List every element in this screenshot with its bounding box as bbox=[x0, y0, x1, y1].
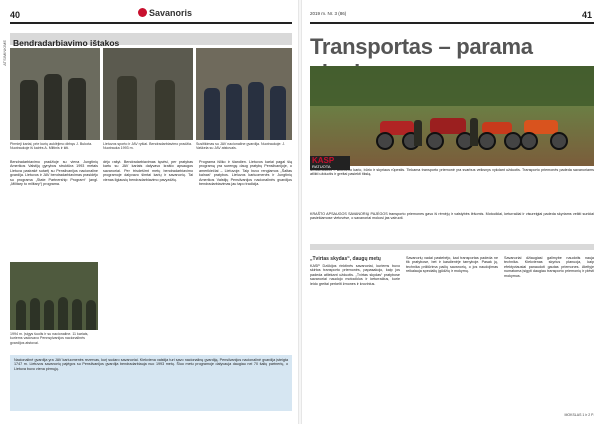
separator-strip bbox=[310, 244, 594, 250]
left-column-3: Programa išliko ir šiandien. Lietuvos kariai pagal šią programą yra surengę daug pratybų Pensilvanijoje, o amerikiečiai – Lietuvoje. Taip buvo rengiamos „Šaltas kalnas“ pratybos. Lietuvos kariuomenės ir Jungtinių Amerikos Valstijų Pensilvanijos nacionalinės gvardijos bendradarbiavimas jau tapo tradicija. bbox=[199, 160, 292, 187]
header-rule-right bbox=[310, 22, 594, 24]
header-rule bbox=[10, 22, 292, 24]
magazine-name: Savanoris bbox=[149, 8, 193, 18]
kasp-badge-bottom: RATUOTA bbox=[312, 164, 331, 169]
photo-troops-field bbox=[10, 262, 98, 330]
caption-photo3: Susitikimas su JAV nacionaline gvardija. Nuotraukoje: J. Vaškela su JAV atstovais. bbox=[196, 142, 286, 151]
section-title-bar bbox=[10, 33, 292, 48]
issue-label: 2019 m. Nr. 3 (86) bbox=[310, 11, 347, 16]
right-column-3: Savanoriai džiaugiasi galimybe naudotis nauja technika. Kiekvienas skyrius planuoja, kaip efektyviausiai panaudoti gautas priemones. Ateityje numatoma įsigyti daugiau transporto priemonių ir plėsti mokymus. bbox=[504, 256, 594, 278]
photo-officers bbox=[103, 48, 193, 140]
right-page bbox=[302, 0, 600, 424]
lead-paragraph-2: KRAŠTO APSAUGOS SAVANORIŲ PAJĖGOS transporto priemones gavo iš rėmėjų ir valstybės lėšomis. Motociklai, keturračiai ir visureigiai padeda skyriams veikti sunkiai pasiekiamose vietovėse, o savanoriai mokosi jas vairuoti. bbox=[310, 212, 594, 221]
magazine-logo-icon bbox=[138, 8, 147, 17]
kasp-badge-top: KASP bbox=[312, 156, 335, 165]
caption-photo1: Pirmieji kariai, prie kurių auklėjimo dirbęs J. Bukota. Nuotraukoje iš kairės A. Miltinis ir kiti. bbox=[10, 142, 93, 151]
side-tag: ATSIMINKIME bbox=[2, 40, 7, 66]
left-column-1: Bendradarbiavimo pradžioje su viena Jungtinių Amerikos Valstijų gynybos struktūra 1993 metais Lietuva pasirašė sutartį su Pensilvanijos nacionaline gvardija. Lietuvos ir JAV bendradarbiavimas prasidėjo su programa „State Partnership Program“ (angl. „Military to military“) programa. bbox=[10, 160, 98, 187]
photo-vehicles bbox=[310, 66, 594, 166]
left-page-number: 40 bbox=[10, 10, 21, 20]
photo-soldiers bbox=[10, 48, 100, 140]
section-title: Bendradarbiavimo ištakos bbox=[13, 38, 120, 48]
footer-credit: MOKSLAS 1 ir 2 P. bbox=[564, 413, 594, 417]
info-box-text: Nacionalinė gvardija yra JAV kariuomenės rezervas, kurį sudaro savanoriai. Kiekviena valstija turi savo nacionalinę gvardiją. Pensilvanijos nacionalinė gvardija įsteigta 1747 m. Lietuvos savanorių pajėgos su Pensilvanijos gvardija bendradarbiauja nuo 1993 metų. Šiuo metu programoje dalyvauja daugiau nei 70 šalių partnerių, o Lietuva buvo viena pirmųjų. bbox=[14, 358, 288, 371]
info-box bbox=[10, 355, 292, 411]
lead-paragraph: MOBILUMAS – kiekvieno kario, būrio ir skyriaus rūpestis. Tinkama transporto priemonė yra svarbus veiksnys vykdant užduotis. Transporto priemonės padeda savanoriams atlikti užduotis ir greitai pasiekti tikslą. bbox=[310, 168, 594, 177]
left-column-2: dėjo rašyt. Bendradarbiavimas tęsėsi, per pratybas kartu su JAV kariais dalyvavo krašto apsaugos savanoriai. Per trisdešimt metų bendradarbiavimo programoje dalyvavo šimtai karių ir savanorių. Tai vienas ilgiausių bendradarbiavimo pavyzdžių. bbox=[103, 160, 193, 182]
photo-meeting bbox=[196, 48, 292, 140]
right-page-number: 41 bbox=[581, 10, 592, 20]
left-page bbox=[0, 0, 298, 424]
caption-photo-bottom: 1994 m. Įsigys šuolis ir su nacionaline. 11 kariais, kuriems vadovavo Pennsylvanijos nacionalinės gvardijos atstovai. bbox=[10, 332, 89, 345]
subhead: „Tvirtas skydas“, daugų metų bbox=[310, 256, 381, 262]
caption-photo2: Lietuvos sporto ir JAV ryšiai. Bendradarbiavimo pradžia. Nuotrauka 1993 m. bbox=[103, 142, 193, 151]
right-column-2: Savanorių vadai pastebėjo, kad transportas padeda ne tik pratybose, bet ir kasdienėje tarnyboje. Pasak jų, technika prižiūrima pačių savanorių, o jos naudojimas reikalauja specialių įgūdžių ir mokymų. bbox=[406, 256, 498, 274]
magazine-logo bbox=[138, 8, 192, 18]
right-column-1: KASP Dzūkijos rinktinės savanoriai, kuriems buvo skirtos transporto priemonės, papasakojo, kaip jos padeda atliekant užduotis. „Tvirtas skydas“ pratybose savanoriai naudojo motociklus ir keturračius, kurie leido greitai perkelti žmones ir krovinius. bbox=[310, 264, 400, 286]
article-title: Transportas – parama bbox=[310, 34, 533, 59]
tree-line bbox=[310, 66, 594, 106]
